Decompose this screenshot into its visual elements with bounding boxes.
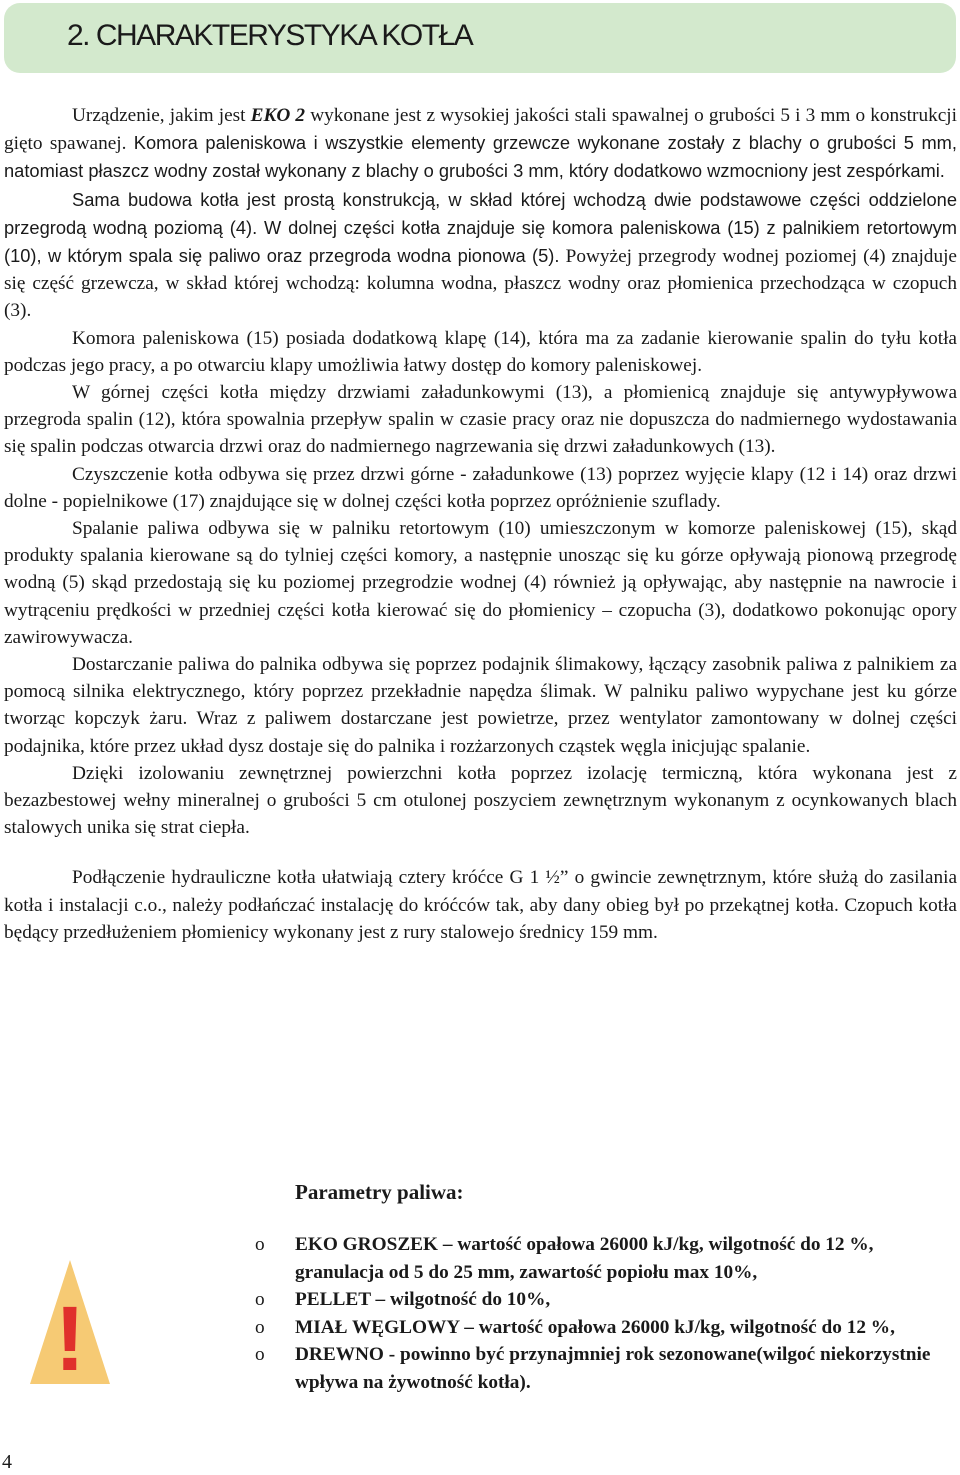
list-item [255,1231,960,1286]
paragraph-combustion: Spalanie paliwa odbywa się w palniku retortowym (10) umieszczonym w komorze paleniskowej (15), skąd produkty spalania kierowane są do tylniej części komory, a następnie unosząc się ku górze opływają pionową przegrodę wodną (5) skąd przedostają się ku poziomej przegrodzie wodnej (4) również ją opływając, aby następnie na nawrocie i wytrąceniu prędkości w przedniej części kotła kierować się do płomienicy – czopucha (3), dodatkowo pokonując opory zawirowywacza. [4,518,957,648]
paragraph-fuel-supply: Dostarczanie paliwa do palnika odbywa się poprzez podajnik ślimakowy, łączący zasobnik paliwa z palnikiem za pomocą silnika elektrycznego, który poprzez przekładnie napędza ślimak. W palniku paliwo wypychane jest ku górze tworząc kopczyk żaru. Wraz z paliwem dostarczane jest powietrze, przez wentylator zamontowany w dolnej części podajnika, które przez układ dysz dostaje się do palnika i rozżarzonych cząstek węgla inicjując spalanie. [4,654,957,757]
warning-triangle-icon [28,1258,112,1386]
bullet-icon: o [255,1344,265,1365]
fuel-parameters-title: Parametry paliwa: [295,1180,464,1204]
construction-text: Powyżej przegrody wodnej poziomej (4) znajduje się część grzewcza, w skład której wchodzą: kolumna wodna, płaszcz wodny oraz płomienica przechodząca w czopuch (3). [4,246,957,322]
fuel-item-text: EKO GROSZEK – wartość opałowa 26000 kJ/kg, wilgotność do 12 %, granulacja od 5 do 25 mm, zawartość popiołu max 10%, [295,1234,874,1283]
model-name: EKO 2 [250,105,306,126]
bullet-icon: o [255,1289,265,1310]
page-number: 4 [2,1451,12,1473]
intro-sans-text: Komora paleniskowa i wszystkie elementy grzewcze wykonane zostały z blachy o grubości 5 mm, natomiast płaszcz wodny został wykonany z blachy o grubości 3 mm, który dodatkowo wzmocniony jest zespórkami. [4,132,957,182]
paragraph-combustion-chamber: Komora paleniskowa (15) posiada dodatkową klapę (14), która ma za zadanie kierowanie spalin do tyłu kotła podczas jego pracy, a po otwarciu klapy umożliwia łatwy dostęp do komory paleniskowej. [4,327,957,376]
section-header [4,3,956,73]
bullet-icon: o [255,1234,265,1255]
fuel-item-text: PELLET – wilgotność do 10%, [295,1289,551,1310]
paragraph-upper-part: W górnej części kotła między drzwiami załadunkowymi (13), a płomienicą znajduje się antywypływowa przegroda spalin (12), która spowalnia przepływ spalin w czasie pracy oraz nie dopuszcza do nadmiernego wydostawania się spalin podczas otwarcia drzwi oraz do nadmiernego nagrzewania się drzwi załadunkowych (13). [4,382,957,458]
list-item [255,1286,960,1314]
document-body [4,102,957,946]
section-title: 2. CHARAKTERYSTYKA KOTŁA [67,19,473,52]
paragraph-construction [4,186,957,325]
warning-exclamation: ! [54,1288,86,1386]
intro-text-end: wykonane jest z wysokiej jakości stali spawalnej o grubości 5 i 3 mm o konstrukcji gięto spawanej. [4,105,958,155]
list-item [255,1314,960,1342]
bullet-icon: o [255,1316,265,1338]
paragraph-cleaning: Czyszczenie kotła odbywa się przez drzwi górne - załadunkowe (13) poprzez wyjęcie klapy (12 i 14) oraz drzwi dolne - popielnikowe (17) znajdujące się w dolnej części kotła poprzez opróżnienie szuflady. [4,463,957,512]
paragraph-insulation: Dzięki izolowaniu zewnętrznej powierzchni kotła poprzez izolację termiczną, która wykonana jest z bezazbestowej wełny mineralnej o grubości 5 cm otulonej poszyciem zewnętrznym wykonanym z ocynkowanych blach stalowych unika się strat ciepła. [4,762,957,839]
intro-text-start: Urządzenie, jakim jest [72,105,251,126]
fuel-item-text: MIAŁ WĘGLOWY – wartość opałowa 26000 kJ/kg, wilgotność do 12 %, [295,1316,895,1338]
list-item [255,1341,960,1396]
construction-sans-text: Sama budowa kotła jest prostą konstrukcją, w skład której wchodzą dwie podstawowe części oddzielone przegrodą wodną poziomą (4). W dolnej części kotła znajduje się komora paleniskowa (15) z palnikiem retortowym (10), w którym spala się paliwo oraz przegroda wodna pionowa (5). [4,188,957,267]
paragraph-hydraulic-connection: Podłączenie hydrauliczne kotła ułatwiają cztery króćce G 1 ½” o gwincie zewnętrznym, które służą do zasilania kotła i instalacji c.o., należy podłańczać instalację do króćców tak, aby dany obieg był po przekątnej kotła. Czopuch kotła będący przedłużeniem płomienicy wykonany jest z rury stalowejo średnicy 159 mm. [4,867,957,943]
intro-paragraph [4,102,957,186]
fuel-parameters [255,1177,960,1396]
fuel-list [255,1231,960,1396]
fuel-item-text: DREWNO - powinno być przynajmniej rok sezonowane(wilgoć niekorzystnie wpływa na żywotność kotła). [295,1344,931,1393]
